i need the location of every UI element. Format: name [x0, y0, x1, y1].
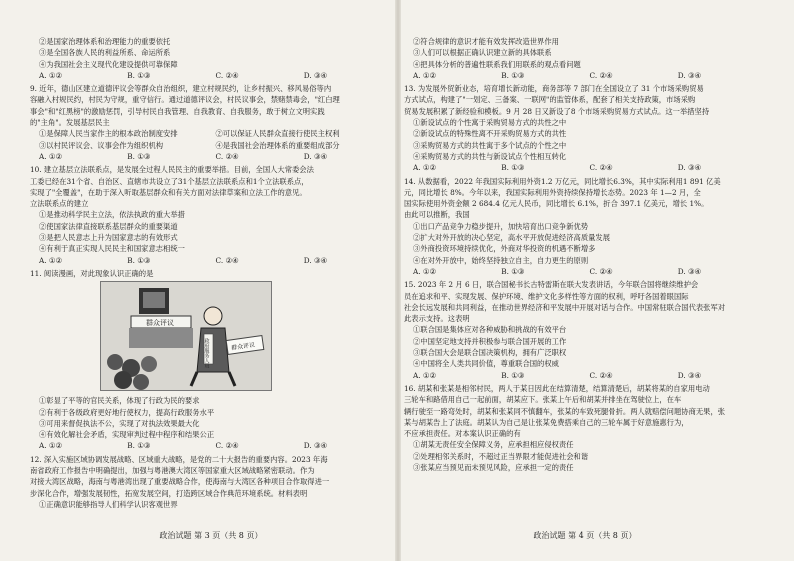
option-c: C. ②④: [589, 266, 613, 276]
cartoon-drawing: [101, 282, 271, 390]
item-1: ①是保障人民当家作主的根本政治制度安排: [39, 129, 178, 139]
item-2: ②中国坚定地支持并积极参与联合国开展的工作: [413, 336, 567, 346]
question-text: 16. 胡某和张某是相邻村民，两人于某日因此在结算清楚，结算清楚后，胡某将某的自家用电动: [404, 383, 710, 393]
question-text: 此表示支持。这表明: [404, 314, 470, 324]
question-text: 14. 从数据看，2022 年我国实际利用外资1.2 万亿元，同比增长6.3%，其中实际利用1 891 亿美: [404, 176, 721, 186]
option-a: A. ①②: [39, 151, 62, 161]
comic-sign-text: 群众评议: [146, 319, 174, 328]
question-text: 15. 2023 年 2 月 6 日，联合国秘书长古特雷斯在联大发表讲话，今年联合国将继续维护会: [404, 280, 699, 290]
question-text: 实现了"全覆盖"，在助于深入听取基层群众和有关方面对法律草案和立法工作的意见。: [30, 187, 307, 197]
question-text: 12. 深入实施区域协调发展战略、区域重大战略，是党的二十大报告的重要内容。2023 年海: [30, 454, 328, 464]
option-b: B. ①③: [501, 70, 525, 80]
item-1: ①联合国是集体应对各种威胁和挑战的有效平台: [413, 325, 567, 335]
exam-page-left: [30, 0, 392, 561]
option-d: D. ③④: [303, 255, 328, 265]
question-text: 立法联系点的建立: [30, 199, 89, 209]
item-4: ④采购贸易方式的共性与新设试点个性相互转化: [413, 151, 567, 161]
question-text: 辆行驶至一路弯处时，胡某和张某同不慎翻车，张某的车致死腿骨折。两人就赔偿问题协商无果，张: [404, 406, 726, 416]
question-text: 由此可以推断，我国: [404, 210, 470, 220]
question-16: [404, 383, 766, 473]
option-a: A. ①②: [39, 255, 62, 265]
question-text: 某与胡某告上了法庭。胡某认为自己是让张某免费搭乘自己的三轮车属于好意施惠行为，: [404, 417, 689, 427]
question-text: 社会长远发展和共同利益，在推动世界经济和平发展中开展对话与合作。中国常驻联合国代表张军对: [404, 302, 726, 312]
item-line: ②符合规律的意识才能有效发挥改造世界作用: [413, 37, 559, 46]
option-b: B. ①③: [127, 70, 151, 80]
question-text: 11. 阅读漫画，对此现象认识正确的是: [30, 268, 154, 278]
item-3: ③是把人民意志上升为国家意志的有效形式: [39, 233, 178, 243]
option-b: B. ①③: [501, 163, 525, 173]
question-text: 容融入村规民约，村民为守规，重守信行。通过道德评议会，村民议事会，禁赌禁毒会，"红白理: [30, 95, 340, 105]
question-text: 不应承担责任。对本案认识正确的有: [404, 429, 521, 439]
option-b: B. ①③: [127, 151, 151, 161]
answer-options: [404, 266, 766, 277]
item-1: ①新设试点的个性寓于采购贸易方式的共性之中: [413, 118, 567, 128]
question-text: 对接大湾区战略，海南与粤港湾出现了重要战略合作，使海南与大湾区各种项目合作取得进一: [30, 477, 330, 487]
option-a: A. ①②: [39, 441, 62, 451]
question-text: 13. 为发展外贸新业态，培育增长新动能，商务部等 7 部门在全国设立了 31 个市场采购贸易: [404, 84, 704, 94]
question-text: 工委已经在31个省、自治区、直辖市共设立了31个基层立法联系点和1个立法联系点，: [30, 176, 309, 186]
option-c: C. ②④: [215, 151, 239, 161]
page-footer: 政治试题 第 3 页（共 8 页）: [159, 530, 263, 540]
item-row: [30, 128, 392, 139]
cartoon-illustration: [100, 281, 272, 391]
item-4: ④有效化解社会矛盾，实现审判过程中程序和结果公正: [39, 430, 215, 440]
question-text: 贸易发展积累了新经验和模板。9 月 28 日又新设了8 个市场采购贸易方式试点。这一举措坚持: [404, 106, 710, 116]
question-text: 南省政府工作报告中明确提出，加强与粤港澳大湾区等国家重大区域战略紧密联动。作为: [30, 466, 315, 476]
item-2: ②扩大对外开放的决心坚定，高水平开放促进经济高质量发展: [413, 233, 611, 243]
option-d: D. ③④: [677, 163, 702, 173]
option-c: C. ②④: [589, 70, 613, 80]
question-text: 的"主角"。发展基层民主: [30, 118, 110, 128]
exam-page-right: [404, 0, 766, 561]
item-line: ③人们可以根据正确认识建立新的具体联系: [413, 48, 552, 58]
item-line: ④把具体分析的普遍性联系我们用联系的观点看问题: [413, 59, 581, 69]
item-1: ①是推动科学民主立法，依法执政的重大举措: [39, 210, 185, 220]
answer-options: [30, 151, 392, 162]
option-c: C. ②④: [215, 441, 239, 451]
answer-options: [404, 70, 766, 81]
question-10: [30, 164, 392, 266]
option-b: B. ①③: [501, 370, 525, 380]
answer-options: [30, 255, 392, 266]
item-4: ④是我国社会治理体系的重要组成部分: [215, 140, 340, 150]
comic-paper-text: 群众评议: [230, 341, 256, 353]
item-1: ①正确意识能够指导人们科学认识客观世界: [39, 499, 178, 509]
page-footer: 政治试题 第 4 页（共 8 页）: [533, 530, 637, 540]
item-4: ④中国将全人类共同价值，尊重联合国的权威: [413, 359, 559, 369]
book-gutter: [395, 0, 401, 561]
question-11: [30, 268, 392, 452]
option-d: D. ③④: [303, 441, 328, 451]
item-2: ②有利于各级政府更好地行使权力，提高行政服务水平: [39, 407, 215, 417]
item-3: ③联合国大会是联合国决策机构，拥有广泛职权: [413, 348, 567, 358]
option-d: D. ③④: [303, 70, 328, 80]
question-text: 元，同比增长 8%。今年以来，我国实际利用外资持续保持增长态势。2023 年 1—2 月，全: [404, 187, 701, 197]
option-c: C. ②④: [589, 370, 613, 380]
option-b: B. ①③: [127, 441, 151, 451]
question-text: 9. 近年，德山区建立道德评议会等群众自治组织，建立村规民约，让乡村振兴、移风易俗等内: [30, 84, 332, 94]
item-3: ③可用来督促执法不公，实现了对执法效果最大化: [39, 418, 200, 428]
question-13: [404, 83, 766, 173]
answer-options: [30, 440, 392, 451]
answer-options: [404, 162, 766, 173]
item-2: ②可以保证人民群众直接行使民主权利: [215, 129, 340, 139]
comic-figure-label: 政府服务人员: [203, 338, 210, 369]
option-a: A. ①②: [413, 70, 436, 80]
item-line: ④为我国社会主义现代化建设提供可靠保障: [39, 59, 178, 69]
option-d: D. ③④: [677, 266, 702, 276]
item-2: ②处理相邻关系时，不超过正当界限才能促进社会和谐: [413, 451, 589, 461]
question-text: 三轮车和路借用自己一起前面，胡某应下。张某上午后和胡某并排坐在驾驶位上，在车: [404, 395, 682, 405]
question-15: [404, 279, 766, 381]
item-4: ④有利于真正实现人民民主和国家意志相统一: [39, 244, 185, 254]
item-line: ②是国家治理体系和治理能力的重要依托: [39, 37, 171, 46]
item-1: ①出口产品竞争力稳步提升，加快培育出口竞争新优势: [413, 221, 589, 231]
item-3: ③以村民评议会、议事会作为组织机构: [39, 140, 164, 150]
item-1: ①彰显了平等的官民关系，体现了行政为民的要求: [39, 396, 200, 406]
question-text: 方式试点，构建了"一划定、三备案、一联网"的监管体系，配套了相关支持政策，市场采购: [404, 95, 696, 105]
answer-options: [404, 370, 766, 381]
item-3: ③张某应当预见而未预见风险，应承担一定的责任: [413, 462, 574, 472]
item-1: ①胡某无责任安全保障义务，应承担相应侵权责任: [413, 440, 574, 450]
item-3: ③采购贸易方式的共性寓于多个试点的个性之中: [413, 140, 567, 150]
question-9: [30, 83, 392, 162]
option-c: C. ②④: [215, 255, 239, 265]
option-a: A. ①②: [413, 163, 436, 173]
item-3: ③外商投资环境持续优化，外商对华投资的机遇不断增多: [413, 244, 596, 254]
option-a: A. ①②: [39, 70, 62, 80]
item-row: [30, 140, 392, 151]
option-c: C. ②④: [589, 163, 613, 173]
option-a: A. ①②: [413, 370, 436, 380]
answer-options: [30, 70, 392, 81]
item-2: ②新设试点的特殊性离不开采购贸易方式的共性: [413, 129, 567, 139]
option-b: B. ①③: [501, 266, 525, 276]
option-b: B. ①③: [127, 255, 151, 265]
option-c: C. ②④: [215, 70, 239, 80]
item-line: ③是全国各族人民的利益所系、命运所系: [39, 48, 171, 58]
option-d: D. ③④: [677, 70, 702, 80]
question-text: 事会"和"红黑榜"的激励惩罚，引导村民自我管理、自我教育、自我服务，敢于树立文明实践: [30, 106, 325, 116]
option-d: D. ③④: [303, 151, 328, 161]
item-4: ④在对外开放中，始终坚持独立自主，自力更生的原则: [413, 255, 589, 265]
question-text: 10. 建立基层立法联系点，是发展全过程人民民主的重要举措。目前，全国人大常委会法: [30, 165, 314, 175]
question-text: 步深化合作，增强发展韧性，拓宽发展空间，打造跨区域合作典范环境系统。材料表明: [30, 488, 308, 498]
question-text: 员在追求和平、实现发展、保护环境、维护文化多样性等方面的权利，呼吁各国着眼国际: [404, 291, 689, 301]
item-2: ②使国家法律直接联系基层群众的重要渠道: [39, 221, 178, 231]
question-12: [30, 454, 392, 510]
option-d: D. ③④: [677, 370, 702, 380]
question-14: [404, 176, 766, 278]
question-text: 国实际使用外资金额 2 684.4 亿元人民币，同比增长 6.1%，折合 397.1 亿美元，增长 1%。: [404, 199, 709, 209]
option-a: A. ①②: [413, 266, 436, 276]
